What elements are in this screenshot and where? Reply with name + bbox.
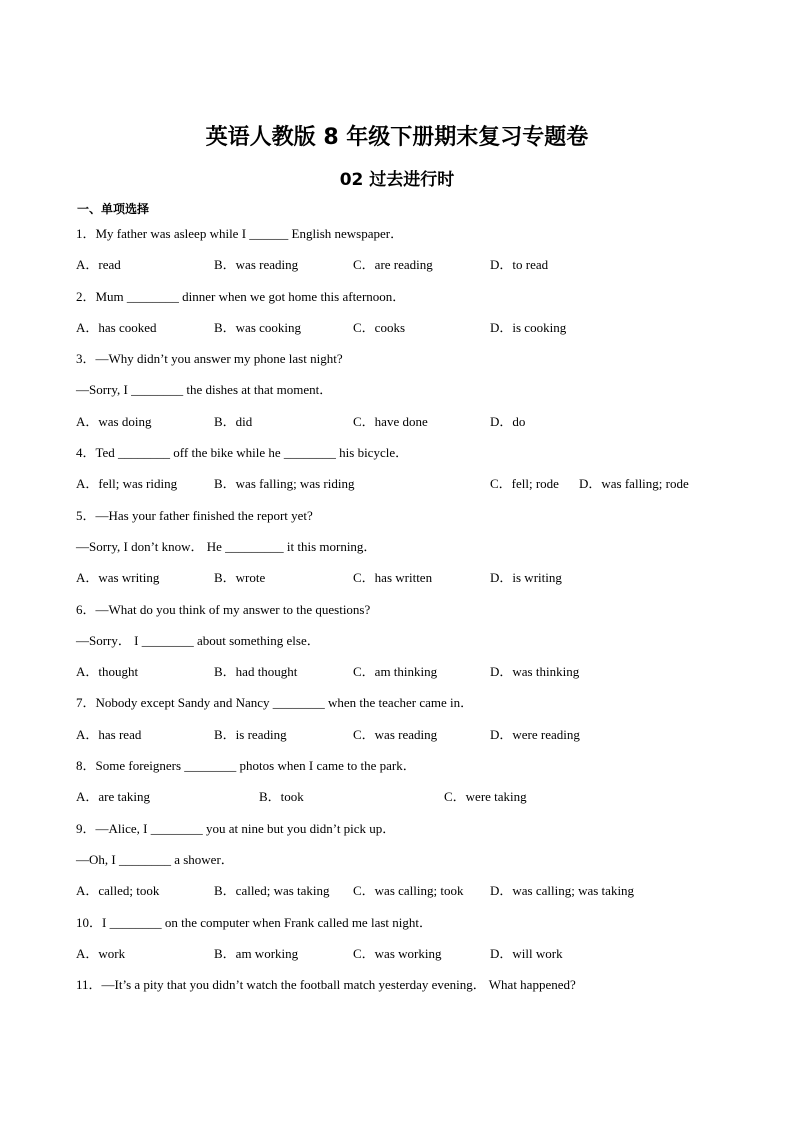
option-row [76,882,726,913]
option-a: A．are taking [76,789,151,805]
option-c: C．have done [353,413,428,429]
question-stem: 11．—It’s a pity that you didn’t watch the football match yesterday evening． What happened? [76,977,576,993]
option-a: A．called; took [76,883,160,899]
option-b: B．took [259,789,304,805]
option-c: C．cooks [353,319,406,335]
option-d: D．is cooking [490,319,567,335]
option-d: D．was calling; was taking [490,883,635,899]
question-reply: —Oh, I ________ a shower． [76,851,234,867]
option-row [76,663,726,694]
option-b: B．called; was taking [214,883,330,899]
option-b: B．did [214,413,253,429]
question-stem: 6．—What do you think of my answer to the questions? [76,601,371,617]
option-row [76,569,726,600]
option-row [76,726,726,757]
option-b: B．is reading [214,726,287,742]
option-c: C．was calling; took [353,883,464,899]
option-b: B．was reading [214,257,299,273]
option-row [76,475,726,506]
option-a: A．thought [76,664,139,680]
option-a: A．has read [76,726,142,742]
option-b: B．am working [214,945,299,961]
document-title: 英语人教版 8 年级下册期末复习专题卷 [205,125,589,150]
question-reply: —Sorry, I don’t know． He _________ it this morning． [76,538,377,554]
question-stem: 10．I ________ on the computer when Frank called me last night． [76,914,432,930]
option-b: B．had thought [214,664,298,680]
question-stem: 2．Mum ________ dinner when we got home this afternoon． [76,288,406,304]
question-stem: 4．Ted ________ off the bike while he ________ his bicycle． [76,445,409,461]
question-reply: —Sorry． I ________ about something else． [76,632,320,648]
option-a: A．has cooked [76,319,157,335]
option-a: A．read [76,257,121,273]
option-b: B．wrote [214,570,266,586]
option-c: C．has written [353,570,433,586]
question-reply: —Sorry, I ________ the dishes at that moment． [76,382,333,398]
question-stem: 1．My father was asleep while I ______ English newspaper． [76,226,404,241]
question-stem: 8．Some foreigners ________ photos when I came to the park． [76,758,416,774]
option-c: C．were taking [444,789,527,805]
question-stem: 3．—Why didn’t you answer my phone last night? [76,351,343,367]
option-a: A．work [76,945,126,961]
section-heading: 一、单项选择 [77,202,150,216]
option-d: D．was thinking [490,664,580,680]
option-d: D．is writing [490,570,562,586]
option-b: B．was cooking [214,319,302,335]
option-d: D．to read [490,257,549,273]
option-row [76,945,726,976]
option-d: D．will work [490,945,563,961]
question-stem: 9．—Alice, I ________ you at nine but you didn’t pick up． [76,820,396,836]
option-a: A．was doing [76,413,152,429]
document-subtitle: 02 过去进行时 [339,170,455,190]
option-row [76,256,726,287]
option-row [76,788,726,819]
option-c: C．am thinking [353,664,438,680]
question-stem: 7．Nobody except Sandy and Nancy ________ when the teacher came in． [76,695,474,711]
option-c: C．are reading [353,257,433,273]
question-stem: 5．—Has your father finished the report yet? [76,507,313,523]
option-d: D．do [490,413,526,429]
option-c: C．was working [353,945,442,961]
option-c: C．fell; rode [490,476,559,492]
option-a: A．was writing [76,570,160,586]
option-c: C．was reading [353,726,438,742]
option-d: D．were reading [490,726,580,742]
option-a: A．fell; was riding [76,476,178,492]
option-d: D．was falling; rode [579,476,689,492]
option-row [76,413,726,444]
option-b: B．was falling; was riding [214,476,355,492]
option-row [76,319,726,350]
question-list [76,225,726,1007]
